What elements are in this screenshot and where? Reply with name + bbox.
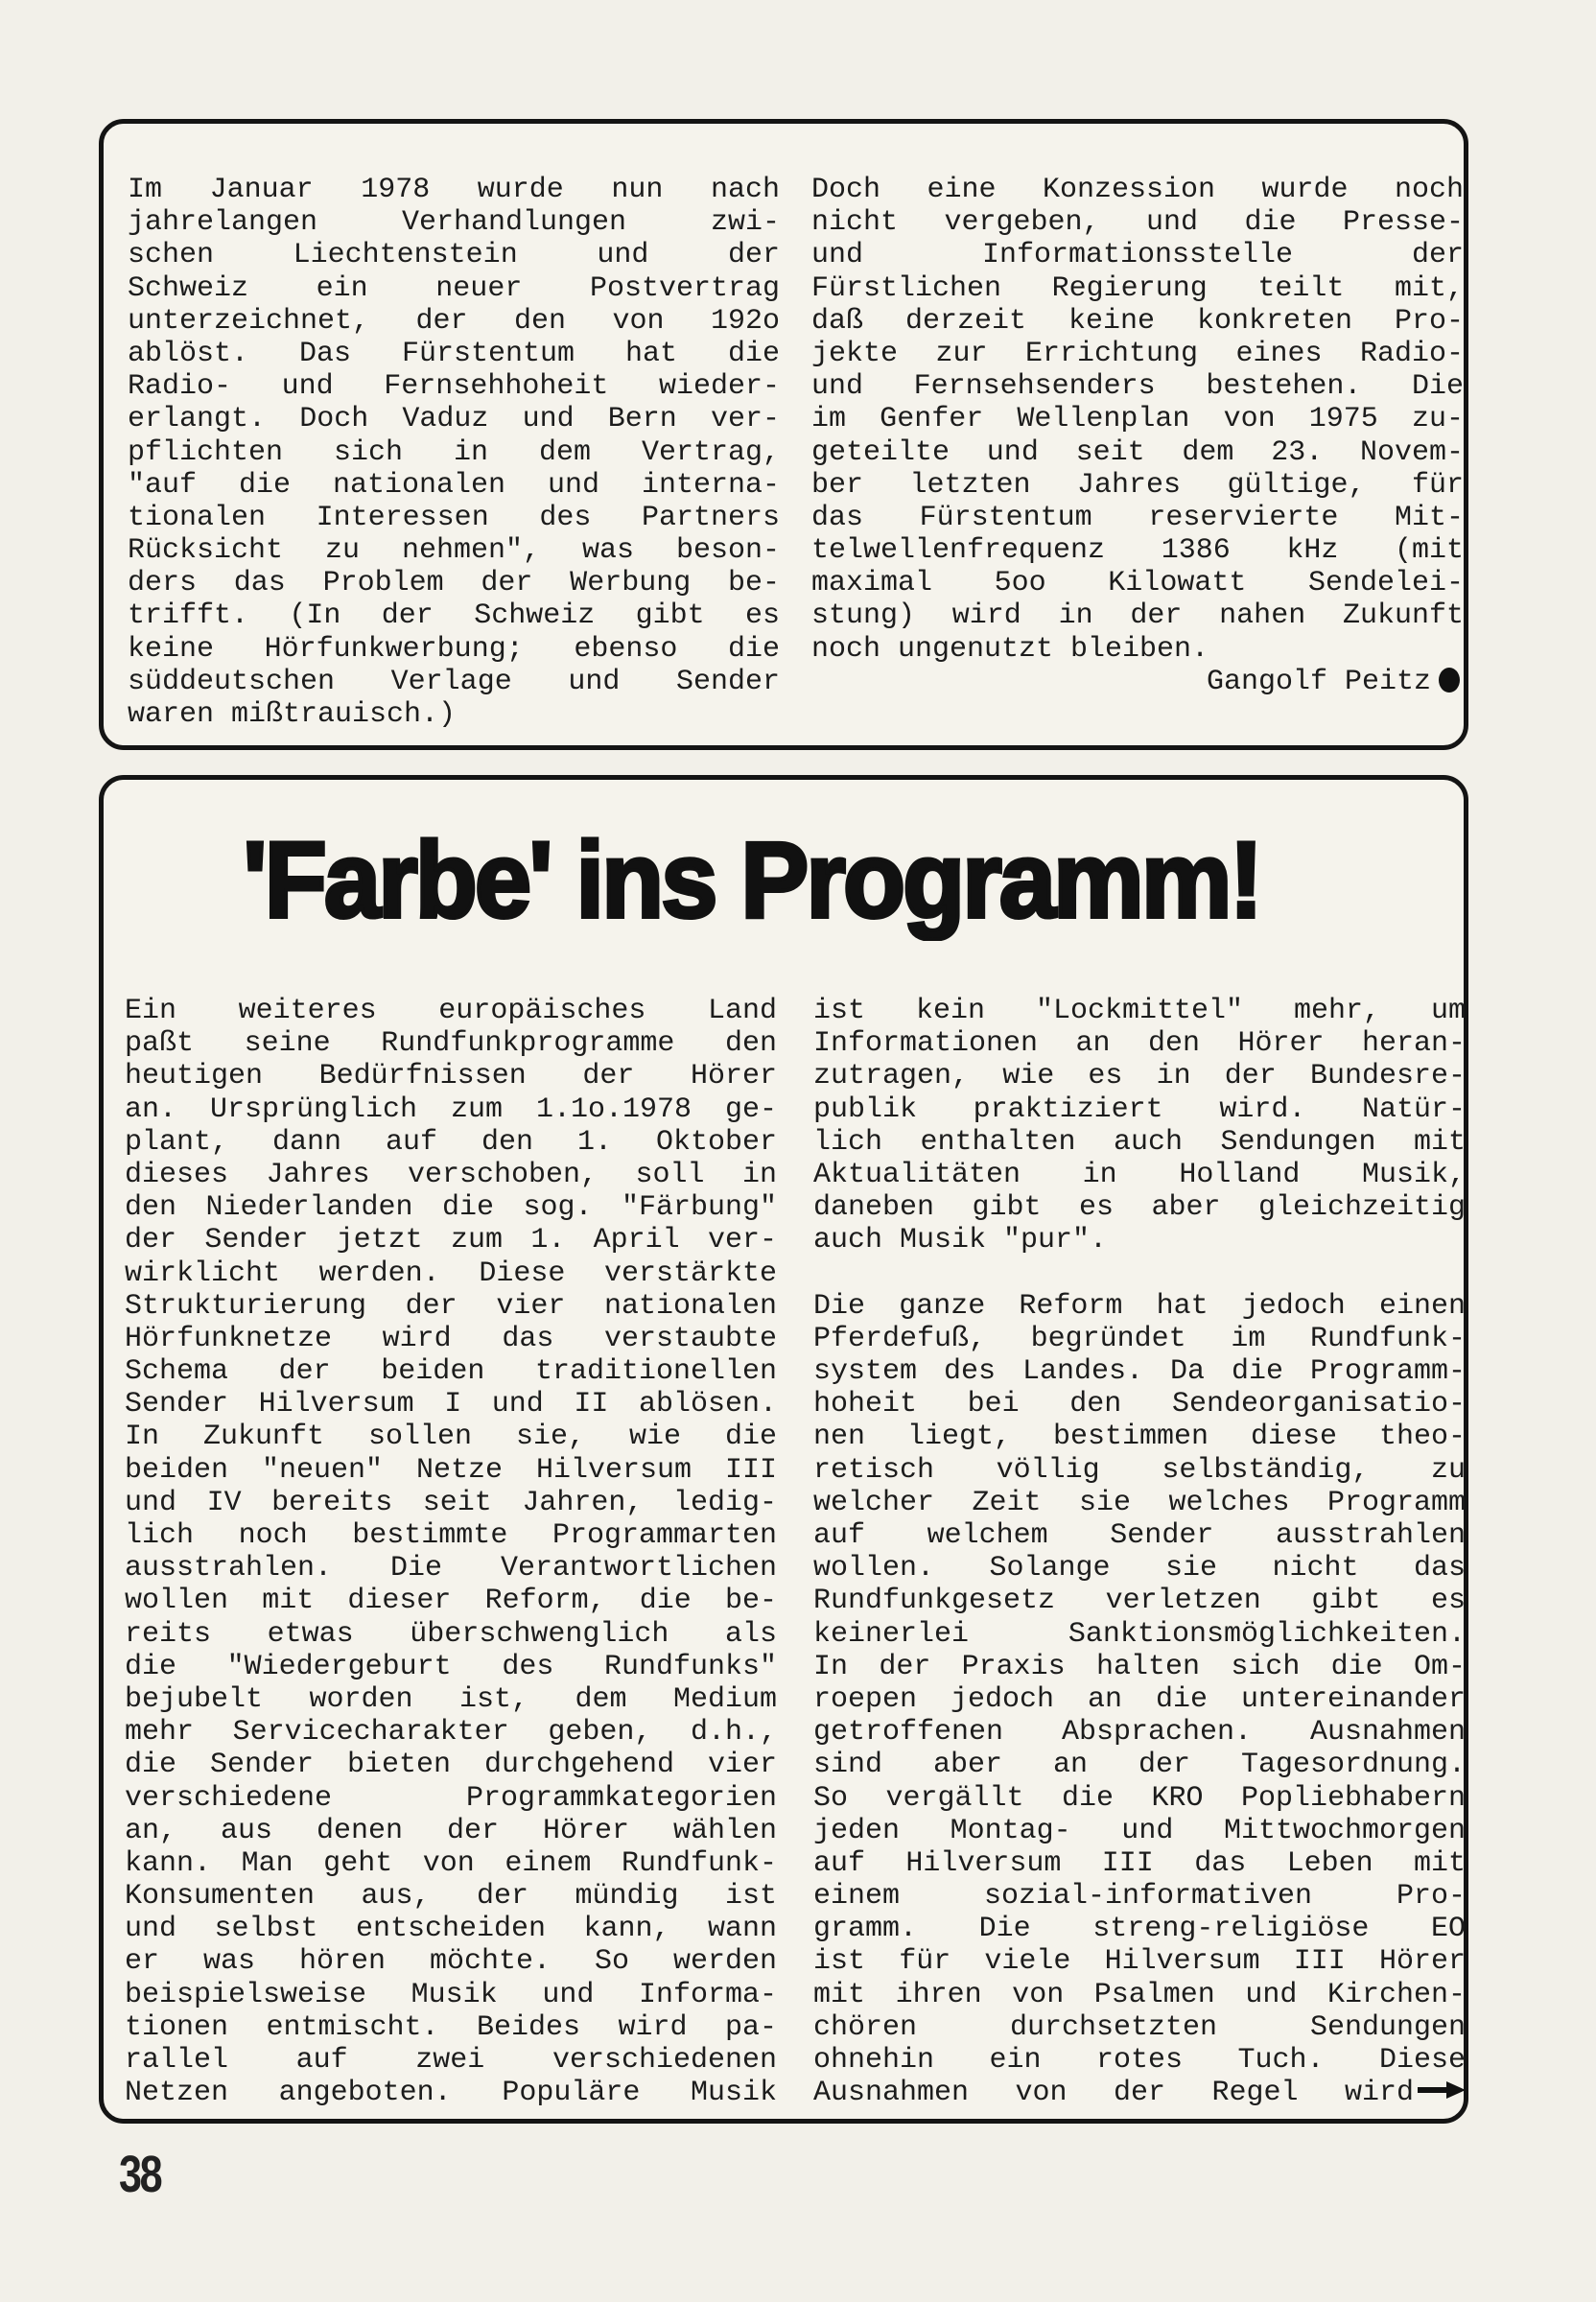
text-line: erlangt. Doch Vaduz und Bern ver- (128, 403, 780, 436)
author-name: Gangolf Peitz (1206, 665, 1431, 698)
text-line: beispielsweise Musik und Informa- (125, 1978, 777, 2011)
text-line: schen Liechtenstein und der (128, 239, 780, 272)
text-line: daneben gibt es aber gleichzeitig (813, 1191, 1466, 1225)
text-line: und Fernsehsenders bestehen. Die (811, 370, 1464, 404)
text-line: auf welchem Sender ausstrahlen (813, 1519, 1466, 1552)
text-line: pflichten sich in dem Vertrag, (128, 435, 780, 469)
text-line: Sender Hilversum I und II ablösen. (125, 1388, 777, 1421)
text-line: reits etwas überschwenglich als (125, 1617, 777, 1651)
text-line: auch Musik "pur". (813, 1224, 1108, 1257)
text-line: Doch eine Konzession wurde noch (811, 174, 1464, 206)
text-line: er was hören möchte. So werden (125, 1945, 777, 1979)
text-line: Schema der beiden traditionellen (125, 1355, 777, 1389)
text-line: jeden Montag- und Mittwochmorgen (813, 1814, 1466, 1847)
text-column-right (811, 174, 1464, 698)
text-line: tionen entmischt. Beides wird pa- (125, 2010, 777, 2044)
text-line: nicht vergeben, und die Presse- (811, 206, 1464, 240)
text-line: Rücksicht zu nehmen", was beson- (128, 534, 780, 568)
text-line: Die ganze Reform hat jedoch einen (813, 1289, 1466, 1323)
text-line: jekte zur Errichtung eines Radio- (811, 337, 1464, 370)
text-line: beiden "neuen" Netze Hilversum III (125, 1453, 777, 1487)
text-line: mehr Servicecharakter geben, d.h., (125, 1716, 777, 1750)
end-bullet-icon (1439, 668, 1460, 693)
text-line: Pferdefuß, begründet im Rundfunk- (813, 1322, 1466, 1355)
text-line: welcher Zeit sie welches Programm (813, 1486, 1466, 1519)
page-number: 38 (119, 2146, 161, 2203)
text-line: und selbst entscheiden kann, wann (125, 1913, 777, 1946)
text-line: bejubelt worden ist, dem Medium (125, 1682, 777, 1716)
continue-arrow-icon (1418, 2077, 1466, 2109)
text-line: Ein weiteres europäisches Land (125, 995, 777, 1027)
text-line: an. Ursprünglich zum 1.1o.1978 ge- (125, 1092, 777, 1126)
text-line: Strukturierung der vier nationalen (125, 1289, 777, 1323)
text-line: trifft. (In der Schweiz gibt es (128, 599, 780, 633)
text-column-right (813, 995, 1466, 2109)
text-column-left (125, 995, 777, 2109)
text-line: roepen jedoch an die untereinander (813, 1682, 1466, 1716)
text-line: getroffenen Absprachen. Ausnahmen (813, 1716, 1466, 1750)
text-line: sind aber an der Tagesordnung. (813, 1749, 1466, 1782)
text-line: Rundfunkgesetz verletzen gibt es (813, 1585, 1466, 1618)
text-line: In der Praxis halten sich die Om- (813, 1650, 1466, 1683)
text-line: keinerlei Sanktionsmöglichkeiten. (813, 1617, 1466, 1651)
text-line: rallel auf zwei verschiedenen (125, 2044, 777, 2077)
text-line: wirklicht werden. Diese verstärkte (125, 1257, 777, 1290)
text-line: die "Wiedergeburt des Rundfunks" (125, 1650, 777, 1683)
text-column-left (128, 174, 780, 731)
text-line: "auf die nationalen und interna- (128, 468, 780, 502)
text-line: tionalen Interessen des Partners (128, 501, 780, 534)
text-line: Netzen angeboten. Populäre Musik (125, 2077, 777, 2110)
text-line: Konsumenten aus, der mündig ist (125, 1880, 777, 1914)
text-line: telwellenfrequenz 1386 kHz (mit (811, 534, 1464, 568)
text-line: keine Hörfunkwerbung; ebenso die (128, 632, 780, 666)
text-line: an, aus denen der Hörer wählen (125, 1814, 777, 1847)
text-line: unterzeichnet, der den von 192o (128, 304, 780, 338)
paragraph-spacer (813, 1257, 1466, 1290)
text-line: und Informationsstelle der (811, 239, 1464, 272)
text-line: daß derzeit keine konkreten Pro- (811, 304, 1464, 338)
text-line: das Fürstentum reservierte Mit- (811, 501, 1464, 534)
text-line: lich noch bestimmte Programmarten (125, 1519, 777, 1552)
text-line: Informationen an den Hörer heran- (813, 1027, 1466, 1061)
text-line: den Niederlanden die sog. "Färbung" (125, 1191, 777, 1225)
text-line: Radio- und Fernsehhoheit wieder- (128, 370, 780, 404)
text-line: ohnehin ein rotes Tuch. Diese (813, 2044, 1466, 2077)
text-line: einem sozial-informativen Pro- (813, 1880, 1466, 1914)
text-line: paßt seine Rundfunkprogramme den (125, 1027, 777, 1061)
text-line: noch ungenutzt bleiben. (811, 632, 1209, 666)
text-line: So vergällt die KRO Popliebhabern (813, 1781, 1466, 1815)
text-line: plant, dann auf den 1. Oktober (125, 1125, 777, 1159)
text-line: retisch völlig selbständig, zu (813, 1453, 1466, 1487)
text-line: ablöst. Das Fürstentum hat die (128, 337, 780, 370)
text-line: und IV bereits seit Jahren, ledig- (125, 1486, 777, 1519)
text-line-content: Ausnahmen von der Regel wird (813, 2077, 1414, 2110)
text-line: ist für viele Hilversum III Hörer (813, 1945, 1466, 1979)
text-line: ausstrahlen. Die Verantwortlichen (125, 1552, 777, 1586)
text-line (813, 2077, 1466, 2109)
author-byline (811, 666, 1464, 698)
text-line: zutragen, wie es in der Bundesre- (813, 1060, 1466, 1093)
text-line: hoheit bei den Sendeorganisatio- (813, 1388, 1466, 1421)
text-line: im Genfer Wellenplan von 1975 zu- (811, 403, 1464, 436)
text-line: ber letzten Jahres gültige, für (811, 468, 1464, 502)
text-line: kann. Man geht von einem Rundfunk- (125, 1846, 777, 1880)
text-line: verschiedene Programmkategorien (125, 1781, 777, 1815)
article-box-farbe (99, 775, 1468, 2124)
text-line: chören durchsetzten Sendungen (813, 2010, 1466, 2044)
text-line: mit ihren von Psalmen und Kirchen- (813, 1978, 1466, 2011)
text-line: maximal 5oo Kilowatt Sendelei- (811, 567, 1464, 600)
text-line: Fürstlichen Regierung teilt mit, (811, 271, 1464, 305)
text-line: Aktualitäten in Holland Musik, (813, 1158, 1466, 1191)
text-line: lich enthalten auch Sendungen mit (813, 1125, 1466, 1159)
text-line: jahrelangen Verhandlungen zwi- (128, 206, 780, 240)
text-line: In Zukunft sollen sie, wie die (125, 1421, 777, 1454)
text-line: gramm. Die streng-religiöse EO (813, 1913, 1466, 1946)
text-line: ist kein "Lockmittel" mehr, um (813, 995, 1466, 1027)
text-line: system des Landes. Da die Programm- (813, 1355, 1466, 1389)
text-line: süddeutschen Verlage und Sender (128, 665, 780, 698)
text-line: waren mißtrauisch.) (128, 698, 457, 731)
text-line: Hörfunknetze wird das verstaubte (125, 1322, 777, 1355)
text-line: der Sender jetzt zum 1. April ver- (125, 1224, 777, 1257)
text-line: Im Januar 1978 wurde nun nach (128, 174, 780, 206)
text-line: wollen. Solange sie nicht das (813, 1552, 1466, 1586)
text-line: stung) wird in der nahen Zukunft (811, 599, 1464, 633)
text-line: publik praktiziert wird. Natür- (813, 1092, 1466, 1126)
text-line: ders das Problem der Werbung be- (128, 567, 780, 600)
text-line: Schweiz ein neuer Postvertrag (128, 271, 780, 305)
text-line: geteilte und seit dem 23. Novem- (811, 435, 1464, 469)
text-line: auf Hilversum III das Leben mit (813, 1846, 1466, 1880)
text-line: heutigen Bedürfnissen der Hörer (125, 1060, 777, 1093)
text-line: die Sender bieten durchgehend vier (125, 1749, 777, 1782)
article-box-liechtenstein (99, 119, 1468, 750)
text-line: nen liegt, bestimmen diese theo- (813, 1421, 1466, 1454)
text-line: dieses Jahres verschoben, soll in (125, 1158, 777, 1191)
article-headline: 'Farbe' ins Programm! (243, 820, 1261, 940)
text-line: wollen mit dieser Reform, die be- (125, 1585, 777, 1618)
